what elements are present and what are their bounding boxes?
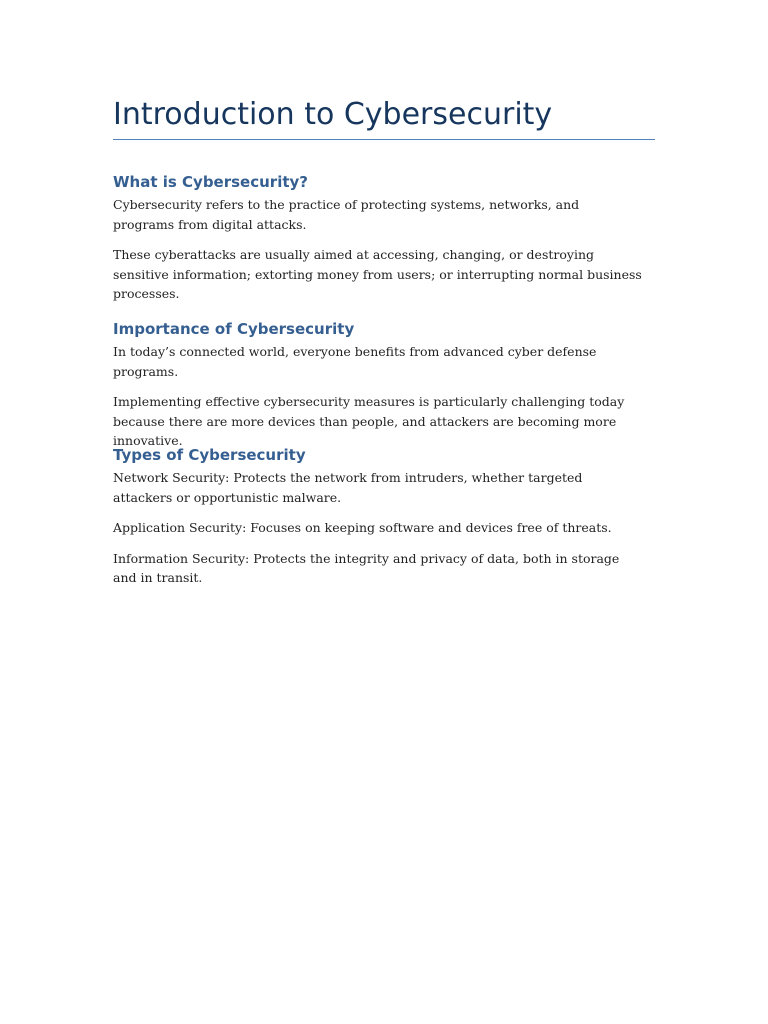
section-heading: What is Cybersecurity?	[113, 173, 308, 191]
section-heading: Types of Cybersecurity	[113, 446, 306, 464]
section-heading: Importance of Cybersecurity	[113, 320, 355, 338]
paragraph: Implementing effective cybersecurity measures is particularly challenging today because there are more devices than people, and attackers are becoming more innovative.	[113, 394, 625, 448]
title-underline	[113, 139, 655, 140]
section-importance-of-cybersecurity	[113, 319, 655, 462]
page-title: Introduction to Cybersecurity	[113, 97, 553, 132]
paragraph: Network Security: Protects the network from intruders, whether targeted attackers or opportunistic malware.	[113, 470, 583, 505]
section-types-of-cybersecurity	[113, 445, 655, 599]
paragraph: Information Security: Protects the integrity and privacy of data, both in storage and in transit.	[113, 550, 620, 585]
paragraph: Cybersecurity refers to the practice of protecting systems, networks, and programs from digital attacks.	[113, 197, 580, 232]
section-what-is-cybersecurity	[113, 172, 655, 315]
paragraph: These cyberattacks are usually aimed at accessing, changing, or destroying sensitive information; extorting money from users; or interrupting normal business processes.	[113, 247, 642, 301]
paragraph: In today’s connected world, everyone benefits from advanced cyber defense programs.	[113, 344, 597, 379]
paragraph: Application Security: Focuses on keeping software and devices free of threats.	[113, 520, 612, 535]
